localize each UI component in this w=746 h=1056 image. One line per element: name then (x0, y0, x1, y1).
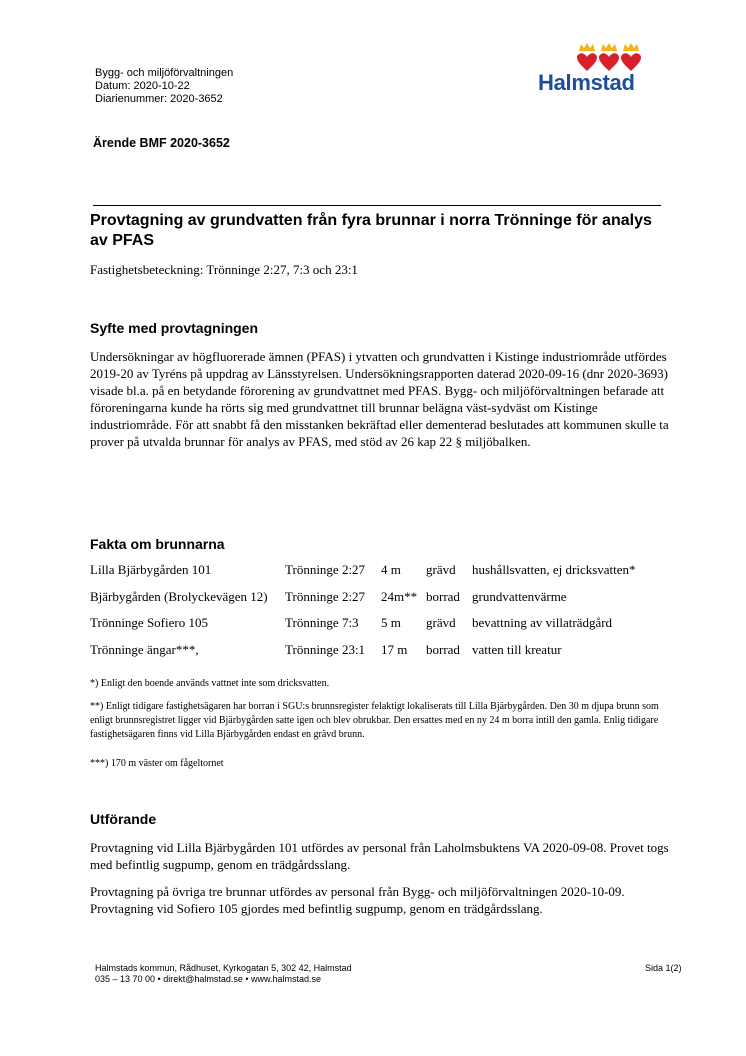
well-use: bevattning av villaträdgård (472, 615, 613, 631)
footnote-2: **) Enligt tidigare fastighetsägaren har borran i SGU:s brunnsregister felaktigt lokaliserats till Lilla Bjärbygården. Den 30 m djupa brunn som enligt brunnsregistret ligger vid Bjärbygården satte igen och blev obrukbar. Den ersattes med en ny 24 m borra intill den gamla. Enlig tidigare fastighetsägaren finns vid Lilla Bjärbygården endast en grävd brunn. (90, 701, 659, 740)
registry-number: Diarienummer: 2020-3652 (95, 93, 223, 105)
execution-text-2 (90, 883, 670, 917)
footer-contact: 035 – 13 70 00 • direkt@halmstad.se • www.halmstad.se (95, 974, 322, 984)
well-name: Trönninge ängar***, (90, 642, 199, 658)
purpose-paragraph: Undersökningar av högfluorerade ämnen (PFAS) i ytvatten och grundvatten i Kistinge industriområde utfördes 2019-20 av Tyréns på uppdrag av Länsstyrelsen. Undersökningsrapporten daterad 2020-09-16 (dnr 2020-3693) visade bl.a. på en betydande förorening av grundvattnet med PFAS. Bygg- och miljöförvaltningen befarade att föroreningarna kunde ha rörts sig med grundvattnet till brunnar belägna väst-sydväst om Kistinge industriområde. För att snabbt få den misstanken bekräftad eller dementerad beslutades att kommunen skulle ta prover på utvalda brunnar för analys av PFAS, med stöd av 26 kap 22 § miljöbalken. (90, 349, 669, 450)
well-depth: 5 m (381, 615, 401, 631)
well-property: Trönninge 2:27 (285, 562, 366, 577)
well-property: Trönninge 2:27 (285, 588, 366, 604)
purpose-heading: Syfte med provtagningen (90, 320, 259, 336)
footer (95, 963, 352, 985)
well-name: Bjärbygården (Brolyckevägen 12) (90, 588, 268, 604)
divider (93, 205, 661, 206)
well-type: grävd (426, 615, 456, 631)
well-type: borrad (426, 642, 460, 658)
execution-paragraph: Provtagning vid Lilla Bjärbygården 101 utfördes av personal från Laholmsbuktens VA 2020-09-08. Provet togs med befintlig sugpump, genom en trädgårdsslang. (90, 840, 669, 873)
well-use: hushållsvatten, ej dricksvatten* (472, 562, 636, 577)
logo-text: Halmstad (538, 70, 635, 95)
footnote-3: ***) 170 m väster om fågeltornet (90, 758, 224, 769)
well-depth: 17 m (381, 642, 408, 658)
well-use: grundvattenvärme (472, 588, 567, 604)
case-title: Ärende BMF 2020-3652 (93, 136, 230, 150)
purpose-text (90, 348, 670, 451)
well-use: vatten till kreatur (472, 642, 562, 658)
well-depth: 24m** (381, 588, 418, 604)
execution-paragraph: Provtagning på övriga tre brunnar utfördes av personal från Bygg- och miljöförvaltningen 2020-10-09. Provtagning vid Sofiero 105 gjordes med befintlig sugpump, genom en trädgårdsslang. (90, 884, 625, 917)
document-date: Datum: 2020-10-22 (95, 80, 190, 92)
hearts-crowns-icon (538, 42, 658, 72)
execution-heading: Utförande (90, 811, 157, 827)
execution-text-1 (90, 839, 670, 873)
well-name: Lilla Bjärbygården 101 (90, 562, 212, 577)
well-type: borrad (426, 588, 460, 604)
well-property: Trönninge 23:1 (285, 642, 366, 658)
wells-heading: Fakta om brunnarna (90, 536, 225, 552)
halmstad-logo (538, 42, 658, 98)
property-designation: Fastighetsbeteckning: Trönninge 2:27, 7:3 och 23:1 (90, 262, 358, 277)
footer-address: Halmstads kommun, Rådhuset, Kyrkogatan 5, 302 42, Halmstad (95, 963, 352, 973)
department: Bygg- och miljöförvaltningen (95, 67, 234, 79)
well-property: Trönninge 7:3 (285, 615, 359, 631)
page-number: Sida 1(2) (645, 963, 682, 973)
well-depth: 4 m (381, 562, 401, 577)
header-info (95, 67, 233, 106)
footnote-1: *) Enligt den boende används vattnet inte som dricksvatten. (90, 678, 330, 689)
document-title: Provtagning av grundvatten från fyra brunnar i norra Trönninge för analys av PFAS (90, 212, 652, 249)
well-type: grävd (426, 562, 456, 577)
well-name: Trönninge Sofiero 105 (90, 615, 208, 631)
